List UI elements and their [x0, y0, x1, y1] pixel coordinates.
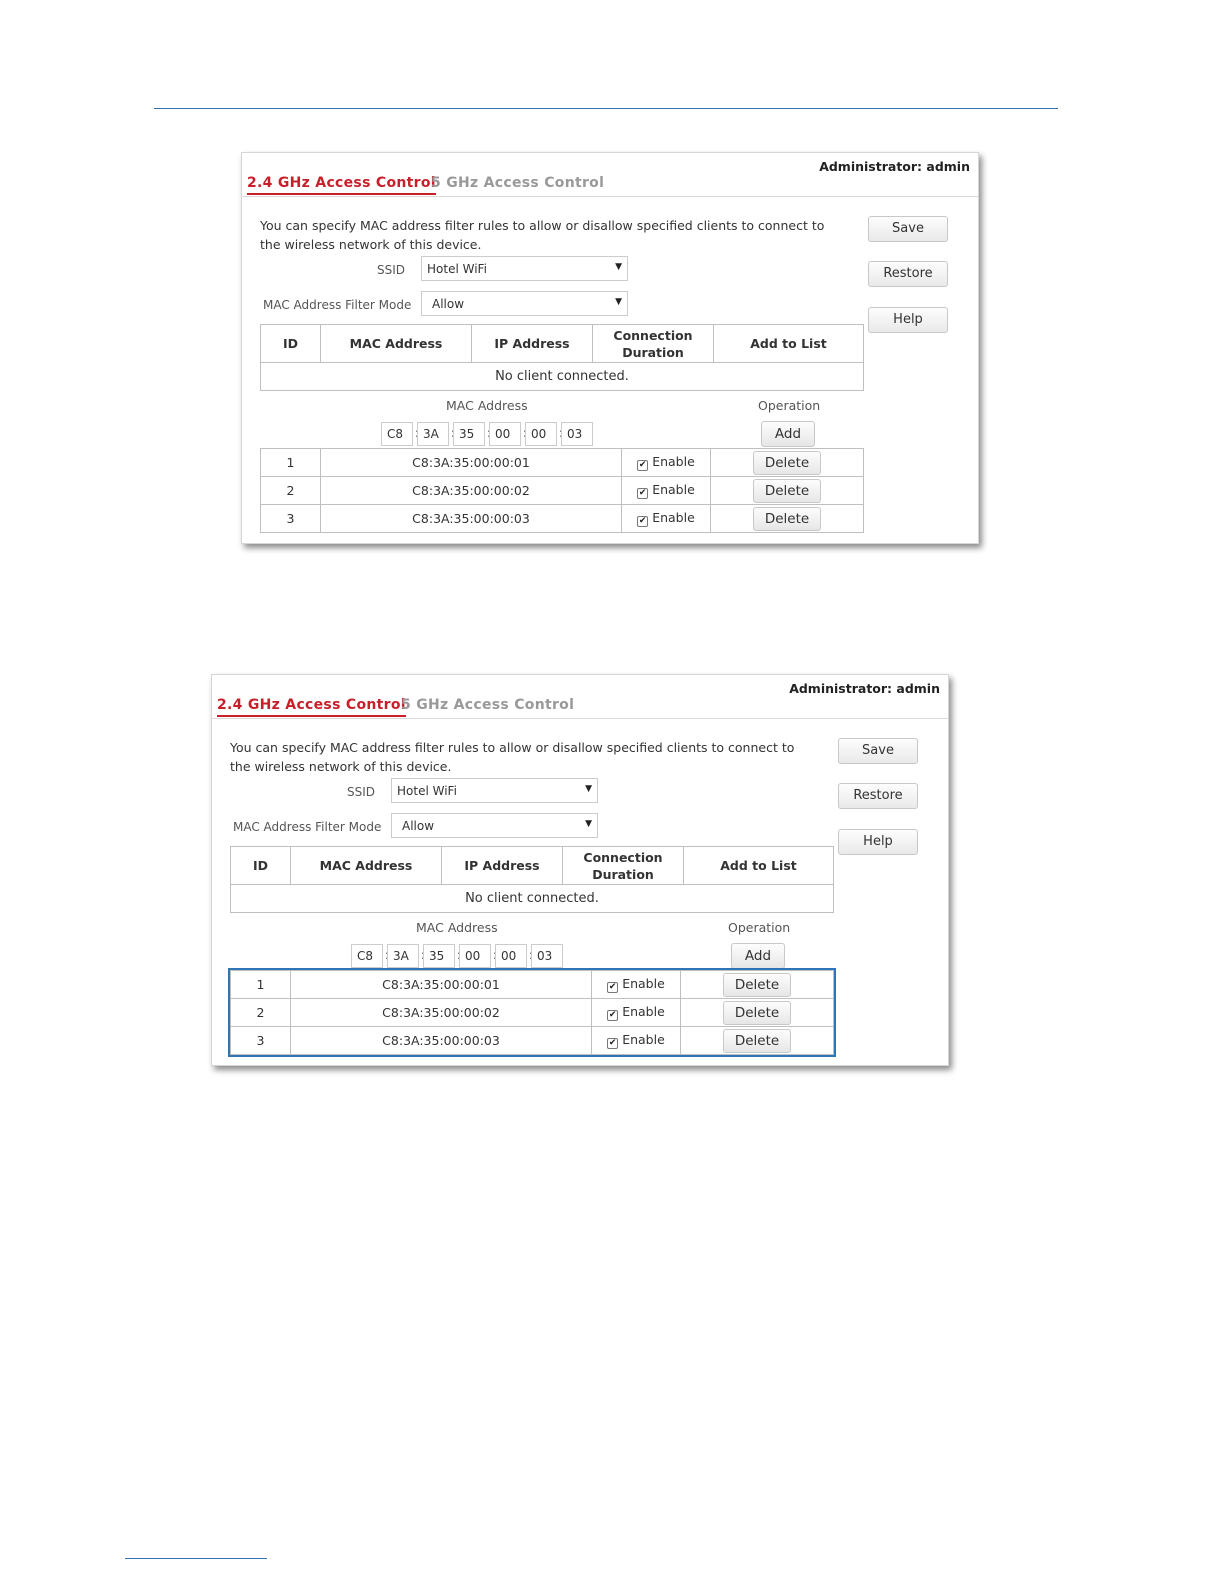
- rule-mac-address: C8:3A:35:00:00:01: [321, 449, 622, 477]
- rule-mac-address: C8:3A:35:00:00:03: [321, 505, 622, 533]
- table-header-row: [261, 325, 864, 363]
- description-text: You can specify MAC address filter rules to allow or disallow specified clients to connect to the wireless network of this device.: [260, 218, 825, 252]
- column-header-add-to-list: Add to List: [684, 847, 834, 885]
- mac-octet-1-input[interactable]: C8: [351, 944, 383, 968]
- table-row: [231, 971, 834, 999]
- colon-separator: :: [523, 426, 528, 440]
- rule-mac-address: C8:3A:35:00:00:02: [291, 999, 592, 1027]
- access-control-panel: [241, 152, 979, 544]
- tab-divider: [212, 718, 948, 719]
- colon-separator: :: [451, 426, 456, 440]
- colon-separator: :: [493, 948, 498, 962]
- table-row: [261, 363, 864, 391]
- rule-operation-cell: [681, 971, 834, 999]
- empty-state-text: No client connected.: [261, 363, 864, 391]
- enable-checkbox[interactable]: ✔: [638, 488, 647, 498]
- empty-state-text: No client connected.: [231, 885, 834, 913]
- mac-octet-3-input[interactable]: 35: [423, 944, 455, 968]
- rule-id: 2: [231, 999, 291, 1027]
- table-row: [261, 477, 864, 505]
- enable-label: Enable: [652, 454, 695, 469]
- column-header-add-to-list: Add to List: [714, 325, 864, 363]
- help-button[interactable]: Help: [838, 829, 918, 855]
- rule-id: 1: [261, 449, 321, 477]
- tab-5ghz-access-control[interactable]: 5 GHz Access Control: [401, 697, 575, 713]
- enable-checkbox[interactable]: ✔: [638, 460, 647, 470]
- rule-id: 3: [231, 1027, 291, 1055]
- enable-label: Enable: [652, 482, 695, 497]
- table-header-row: [231, 847, 834, 885]
- mac-octet-5-input[interactable]: 00: [495, 944, 527, 968]
- mac-octet-1-input[interactable]: C8: [381, 422, 413, 446]
- mac-octet-5-input[interactable]: 00: [525, 422, 557, 446]
- delete-button[interactable]: Delete: [723, 973, 791, 997]
- chevron-down-icon: ▼: [585, 819, 592, 829]
- colon-separator: :: [415, 426, 420, 440]
- enable-label: Enable: [622, 1032, 665, 1047]
- tab-5ghz-access-control[interactable]: 5 GHz Access Control: [431, 175, 605, 191]
- delete-button[interactable]: Delete: [753, 451, 821, 475]
- chevron-down-icon: ▼: [615, 297, 622, 307]
- save-button[interactable]: Save: [868, 216, 948, 242]
- mac-rules-table: [260, 448, 864, 533]
- delete-button[interactable]: Delete: [723, 1001, 791, 1025]
- rule-enable-cell: [592, 999, 681, 1027]
- ssid-label: SSID: [347, 785, 376, 799]
- connected-clients-table: [230, 846, 834, 913]
- filter-mode-label: MAC Address Filter Mode: [263, 298, 412, 312]
- description-text: You can specify MAC address filter rules to allow or disallow specified clients to connect to the wireless network of this device.: [230, 740, 795, 774]
- table-row: [231, 999, 834, 1027]
- administrator-label: Administrator: admin: [789, 681, 940, 696]
- mac-octet-6-input[interactable]: 03: [531, 944, 563, 968]
- rule-id: 3: [261, 505, 321, 533]
- colon-separator: :: [559, 426, 564, 440]
- rule-operation-cell: [711, 477, 864, 505]
- rule-operation-cell: [681, 999, 834, 1027]
- column-header-connection-duration: Connection Duration: [593, 325, 714, 363]
- save-button[interactable]: Save: [838, 738, 918, 764]
- enable-checkbox[interactable]: ✔: [638, 516, 647, 526]
- table-row: [261, 505, 864, 533]
- mac-rules-table: [230, 970, 834, 1055]
- column-header-id: ID: [231, 847, 291, 885]
- column-header-ip-address: IP Address: [442, 847, 563, 885]
- colon-separator: :: [421, 948, 426, 962]
- rule-enable-cell: [622, 477, 711, 505]
- rule-id: 1: [231, 971, 291, 999]
- filter-mode-select[interactable]: [391, 813, 598, 838]
- add-button[interactable]: Add: [761, 421, 815, 447]
- column-header-ip-address: IP Address: [472, 325, 593, 363]
- restore-button[interactable]: Restore: [838, 783, 918, 809]
- table-row: [231, 885, 834, 913]
- colon-separator: :: [529, 948, 534, 962]
- column-header-mac-address: MAC Address: [291, 847, 442, 885]
- column-header-connection-duration: Connection Duration: [563, 847, 684, 885]
- rule-enable-cell: [592, 1027, 681, 1055]
- chevron-down-icon: ▼: [615, 262, 622, 272]
- filter-mode-value: Allow: [432, 297, 465, 311]
- rule-enable-cell: [622, 449, 711, 477]
- chevron-down-icon: ▼: [585, 784, 592, 794]
- mac-octet-4-input[interactable]: 00: [459, 944, 491, 968]
- connected-clients-table: [260, 324, 864, 391]
- mac-address-label: MAC Address: [416, 920, 498, 935]
- filter-mode-select[interactable]: [421, 291, 628, 316]
- mac-octet-6-input[interactable]: 03: [561, 422, 593, 446]
- ssid-select[interactable]: [391, 778, 598, 803]
- rule-operation-cell: [711, 505, 864, 533]
- ssid-select[interactable]: [421, 256, 628, 281]
- restore-button[interactable]: Restore: [868, 261, 948, 287]
- mac-address-label: MAC Address: [446, 398, 528, 413]
- rule-mac-address: C8:3A:35:00:00:03: [291, 1027, 592, 1055]
- column-header-id: ID: [261, 325, 321, 363]
- tab-2-4ghz-access-control[interactable]: 2.4 GHz Access Control: [247, 175, 436, 195]
- colon-separator: :: [487, 426, 492, 440]
- column-header-mac-address: MAC Address: [321, 325, 472, 363]
- add-button[interactable]: Add: [731, 943, 785, 969]
- operation-label: Operation: [758, 398, 821, 413]
- table-row: [261, 449, 864, 477]
- colon-separator: :: [457, 948, 462, 962]
- mac-octet-2-input[interactable]: 3A: [387, 944, 419, 968]
- tab-divider: [242, 196, 978, 197]
- rule-operation-cell: [711, 449, 864, 477]
- header-rule: [154, 108, 1058, 109]
- ssid-label: SSID: [377, 263, 406, 277]
- ssid-value: Hotel WiFi: [427, 262, 487, 276]
- tab-2-4ghz-access-control[interactable]: 2.4 GHz Access Control: [217, 697, 406, 717]
- help-button[interactable]: Help: [868, 307, 948, 333]
- mac-octet-2-input[interactable]: 3A: [417, 422, 449, 446]
- filter-mode-label: MAC Address Filter Mode: [233, 820, 382, 834]
- mac-octet-3-input[interactable]: 35: [453, 422, 485, 446]
- enable-checkbox[interactable]: ✔: [608, 1010, 617, 1020]
- footer-rule: [125, 1558, 267, 1559]
- ssid-value: Hotel WiFi: [397, 784, 457, 798]
- mac-octet-4-input[interactable]: 00: [489, 422, 521, 446]
- rule-enable-cell: [592, 971, 681, 999]
- delete-button[interactable]: Delete: [723, 1029, 791, 1053]
- enable-label: Enable: [622, 1004, 665, 1019]
- operation-label: Operation: [728, 920, 791, 935]
- rule-enable-cell: [622, 505, 711, 533]
- administrator-label: Administrator: admin: [819, 159, 970, 174]
- enable-checkbox[interactable]: ✔: [608, 1038, 617, 1048]
- delete-button[interactable]: Delete: [753, 507, 821, 531]
- access-control-panel-highlighted: [211, 674, 949, 1066]
- rule-id: 2: [261, 477, 321, 505]
- rule-mac-address: C8:3A:35:00:00:01: [291, 971, 592, 999]
- enable-checkbox[interactable]: ✔: [608, 982, 617, 992]
- enable-label: Enable: [652, 510, 695, 525]
- rule-mac-address: C8:3A:35:00:00:02: [321, 477, 622, 505]
- colon-separator: :: [385, 948, 390, 962]
- filter-mode-value: Allow: [402, 819, 435, 833]
- rule-operation-cell: [681, 1027, 834, 1055]
- table-row: [231, 1027, 834, 1055]
- enable-label: Enable: [622, 976, 665, 991]
- delete-button[interactable]: Delete: [753, 479, 821, 503]
